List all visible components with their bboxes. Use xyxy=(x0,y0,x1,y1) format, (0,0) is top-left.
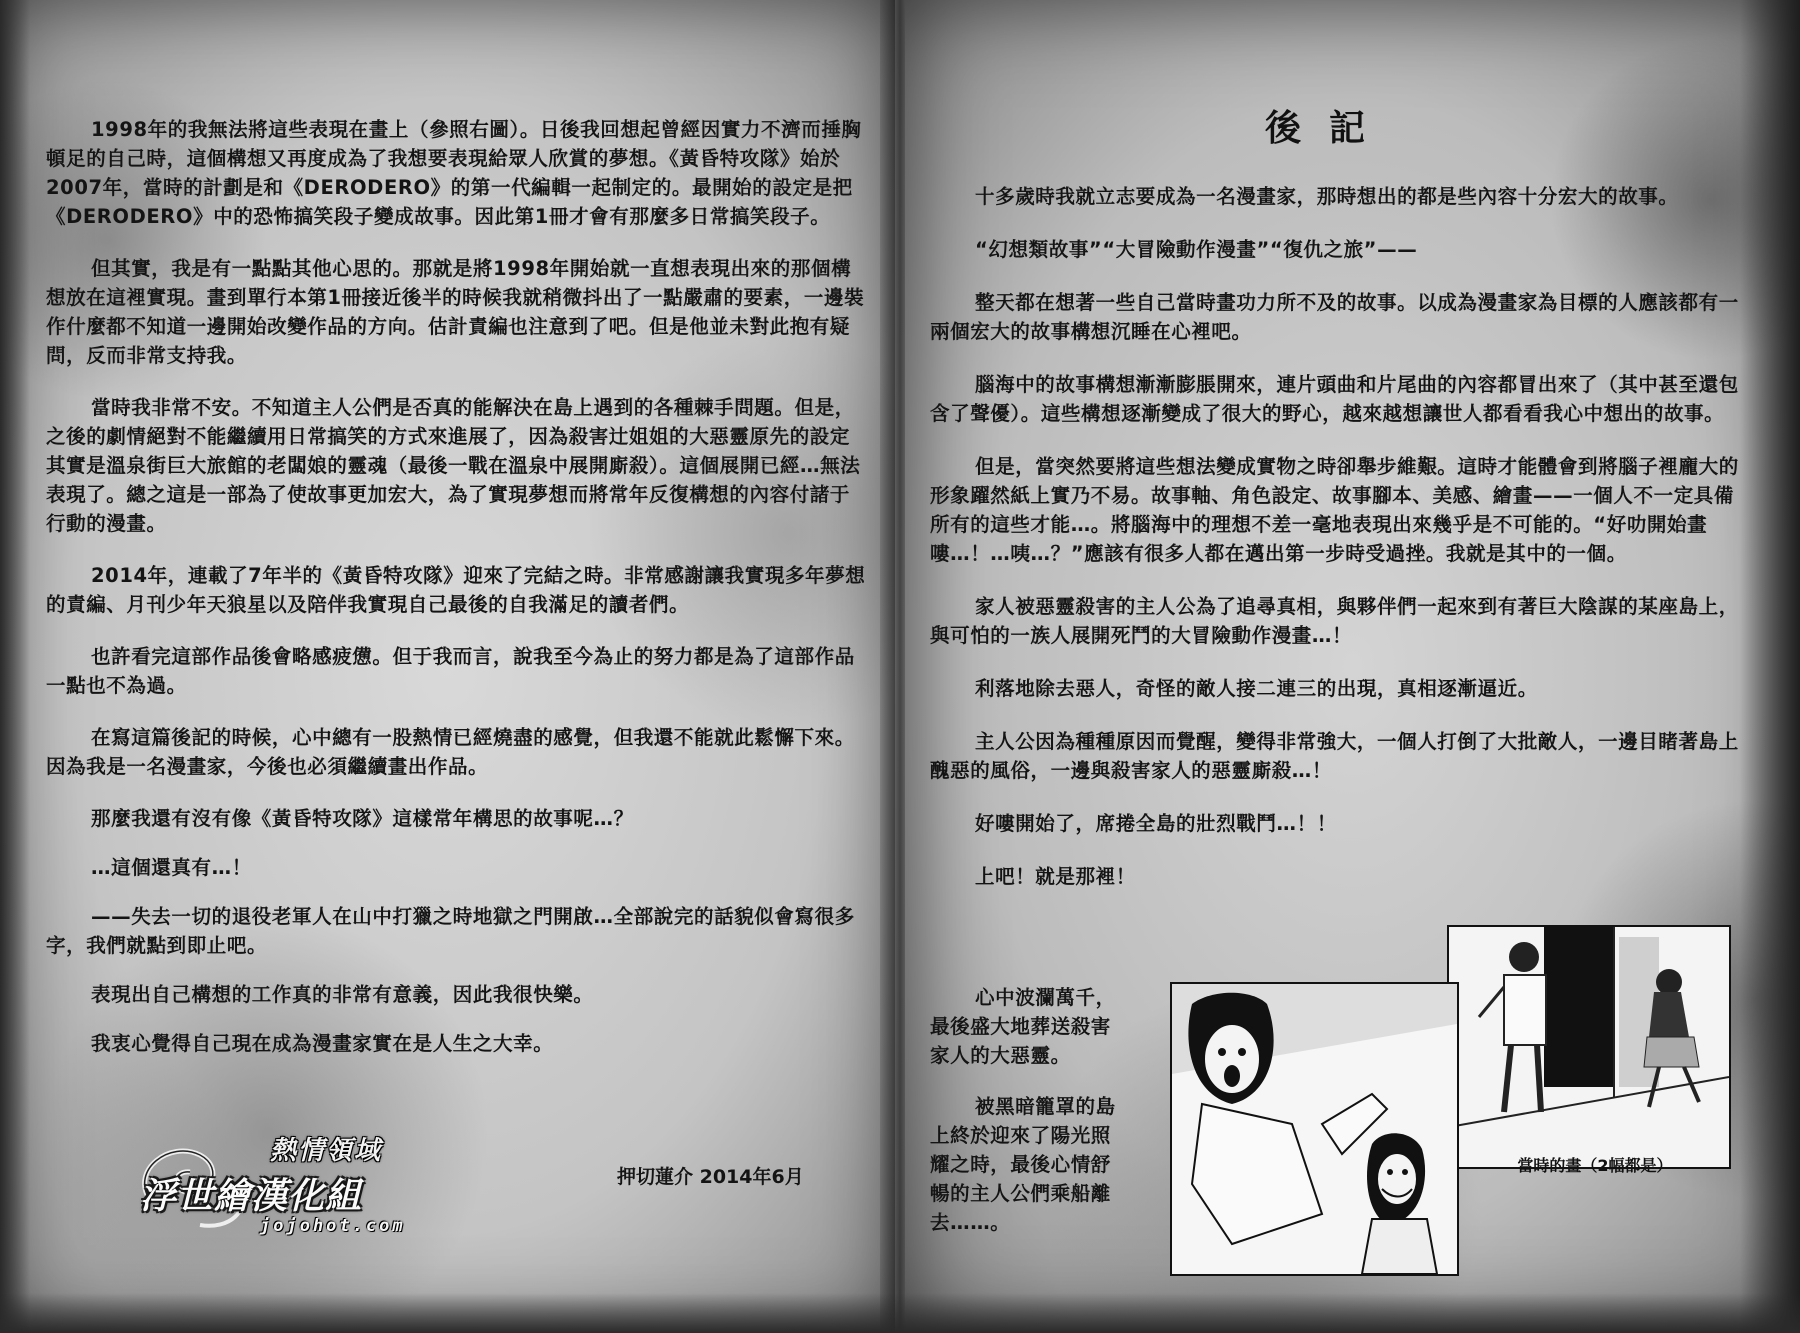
right-narrow-text xyxy=(930,983,1130,1259)
left-page xyxy=(0,0,895,1333)
right-page xyxy=(905,0,1800,1333)
left-paragraph-9: ——失去一切的退役老軍人在山中打獵之時地獄之門開啟…全部說完的話貌似會寫很多字，我們就點到即止吧。 xyxy=(46,905,855,957)
right-paragraph-6: 家人被惡靈殺害的主人公為了追尋真相，與夥伴們一起來到有著巨大陰謀的某座島上，與可怕的一族人展開死鬥的大冒險動作漫畫…！ xyxy=(930,595,1739,647)
right-paragraph-4: 腦海中的故事構想漸漸膨脹開來，連片頭曲和片尾曲的內容都冒出來了（其中甚至還包含了聲優）。這些構想逐漸變成了很大的野心，越來越想讓世人都看看我心中想出的故事。 xyxy=(930,373,1739,425)
right-paragraph-8: 主人公因為種種原因而覺醒，變得非常強大，一個人打倒了大批敵人，一邊目睹著島上醜惡的風俗，一邊與殺害家人的惡靈廝殺…！ xyxy=(930,730,1739,782)
page-edge-shadow xyxy=(0,0,30,1333)
manga-panel-attack xyxy=(1170,982,1459,1276)
left-paragraph-3: 當時我非常不安。不知道主人公們是否真的能解決在島上遇到的各種棘手問題。但是，之後的劇情絕對不能繼續用日常搞笑的方式來進展了，因為殺害辻姐姐的大惡靈原先的設定其實是溫泉街巨大旅館的老闆娘的靈魂（最後一戰在溫泉中展開廝殺）。這個展開已經…無法表現了。總之這是一部為了使故事更加宏大，為了實現夢想而將常年反復構想的內容付諸于行動的漫畫。 xyxy=(46,396,861,535)
right-paragraph-9: 好嘍開始了，席捲全島的壯烈戰鬥…！！ xyxy=(975,812,1337,835)
manga-panel-corridor xyxy=(1447,925,1731,1169)
right-paragraph-5: 但是，當突然要將這些想法變成實物之時卻舉步維艱。這時才能體會到將腦子裡龐大的形象躍然紙上實乃不易。故事軸、角色設定、故事腳本、美感、繪畫——一個人不一定具備所有的這些才能…。將腦海中的理想不差一毫地表現出來幾乎是不可能的。“好叻開始畫嘍…！…咦…？”應該有很多人都在邁出第一步時受過挫。我就是其中的一個。 xyxy=(930,455,1739,565)
left-paragraph-4: 2014年，連載了7年半的《黃昏特攻隊》迎來了完結之時。非常感謝讓我實現多年夢想的責編、月刊少年天狼星以及陪伴我實現自己最後的自我滿足的讀者們。 xyxy=(46,564,866,616)
left-paragraph-8: …這個還真有…！ xyxy=(91,856,252,879)
scanlation-logo xyxy=(130,1130,420,1240)
left-paragraph-2: 但其實，我是有一點點其他心思的。那就是將1998年開始就一直想表現出來的那個構想放在這裡實現。畫到單行本第1冊接近後半的時候我就稍微抖出了一點嚴肅的要素，一邊裝作什麼都不知道一邊開始改變作品的方向。估計責編也注意到了吧。但是他並未對此抱有疑問，反而非常支持我。 xyxy=(46,257,865,367)
left-paragraph-10: 表現出自己構想的工作真的非常有意義，因此我很快樂。 xyxy=(91,983,594,1006)
manga-illustration xyxy=(1170,925,1750,1280)
left-paragraph-5: 也許看完這部作品後會略感疲憊。但于我而言，說我至今為止的努力都是為了這部作品一點也不為過。 xyxy=(46,645,855,697)
right-paragraph-7: 利落地除去惡人，奇怪的敵人接二連三的出現，真相逐漸逼近。 xyxy=(975,677,1538,700)
left-paragraph-6: 在寫這篇後記的時候，心中總有一股熱情已經燒盡的感覺，但我還不能就此鬆懈下來。因為我是一名漫畫家，今後也必須繼續畫出作品。 xyxy=(46,726,855,778)
left-page-text xyxy=(46,115,866,1078)
page-edge-shadow xyxy=(1740,0,1800,1333)
right-narrow-paragraph-1: 心中波瀾萬千，最後盛大地葬送殺害家人的大惡靈。 xyxy=(930,986,1116,1067)
illustration-caption: 當時的畫（2幅都是） xyxy=(1517,1156,1673,1175)
right-paragraph-1: 十多歲時我就立志要成為一名漫畫家，那時想出的都是些內容十分宏大的故事。 xyxy=(975,185,1679,208)
left-paragraph-11: 我衷心覺得自己現在成為漫畫家實在是人生之大幸。 xyxy=(91,1032,554,1055)
right-paragraph-3: 整天都在想著一些自己當時畫功力所不及的故事。以成為漫畫家為目標的人應該都有一兩個宏大的故事構想沉睡在心裡吧。 xyxy=(930,291,1739,343)
left-paragraph-7: 那麼我還有沒有像《黃昏特攻隊》這樣常年構思的故事呢…？ xyxy=(91,807,634,830)
right-paragraph-10: 上吧！就是那裡！ xyxy=(975,865,1136,888)
right-page-text xyxy=(930,182,1750,915)
right-narrow-paragraph-2: 被黑暗籠罩的島上終於迎來了陽光照耀之時，最後心情舒暢的主人公們乘船離去……。 xyxy=(930,1095,1116,1234)
bottom-edge-shadow xyxy=(0,1293,1800,1333)
logo-main-text: 浮世繪漢化組 xyxy=(140,1175,363,1217)
right-paragraph-2: “幻想類故事”“大冒險動作漫畫”“復仇之旅”—— xyxy=(975,238,1418,261)
logo-url-text: jojohot.com xyxy=(260,1216,406,1236)
left-paragraph-1: 1998年的我無法將這些表現在畫上（參照右圖）。日後我回想起曾經因實力不濟而捶胸頓足的自己時，這個構想又再度成為了我想要表現給眾人欣賞的夢想。《黃昏特攻隊》始於2007年，當時的計劃是和《DERODERO》的第一代編輯一起制定的。最開始的設定是把《DERODERO》中的恐怖搞笑段子變成故事。因此第1冊才會有那麼多日常搞笑段子。 xyxy=(46,118,862,228)
page-title: 後記 xyxy=(1265,107,1394,149)
author-signature: 押切蓮介 2014年6月 xyxy=(617,1166,804,1188)
logo-top-text: 熱情領域 xyxy=(270,1136,383,1166)
